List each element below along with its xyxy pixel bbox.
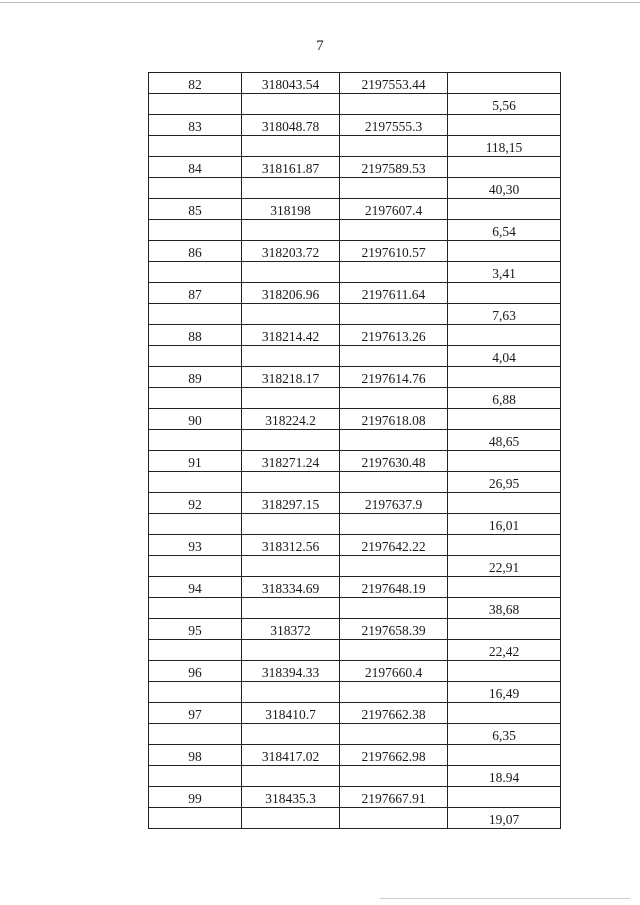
empty-cell <box>340 430 448 451</box>
x-coordinate-cell: 318224.2 <box>242 409 340 430</box>
distance-row <box>149 388 561 409</box>
x-coordinate-cell: 318203.72 <box>242 241 340 262</box>
empty-cell <box>340 304 448 325</box>
point-number-cell: 85 <box>149 199 242 220</box>
point-number-cell: 99 <box>149 787 242 808</box>
distance-row <box>149 640 561 661</box>
empty-cell <box>242 808 340 829</box>
coordinates-table-body <box>149 73 561 829</box>
distance-cell-empty <box>448 325 561 346</box>
distance-cell: 4,04 <box>448 346 561 367</box>
x-coordinate-cell: 318161.87 <box>242 157 340 178</box>
x-coordinate-cell: 318435.3 <box>242 787 340 808</box>
distance-cell-empty <box>448 73 561 94</box>
point-number-cell: 96 <box>149 661 242 682</box>
empty-cell <box>149 430 242 451</box>
x-coordinate-cell: 318372 <box>242 619 340 640</box>
empty-cell <box>149 220 242 241</box>
point-row <box>149 787 561 808</box>
empty-cell <box>242 724 340 745</box>
distance-cell: 6,35 <box>448 724 561 745</box>
y-coordinate-cell: 2197648.19 <box>340 577 448 598</box>
x-coordinate-cell: 318271.24 <box>242 451 340 472</box>
point-row <box>149 577 561 598</box>
empty-cell <box>149 682 242 703</box>
distance-row <box>149 724 561 745</box>
point-number-cell: 91 <box>149 451 242 472</box>
empty-cell <box>340 178 448 199</box>
point-row <box>149 619 561 640</box>
y-coordinate-cell: 2197611.64 <box>340 283 448 304</box>
point-row <box>149 409 561 430</box>
point-number-cell: 94 <box>149 577 242 598</box>
point-row <box>149 535 561 556</box>
empty-cell <box>149 724 242 745</box>
y-coordinate-cell: 2197658.39 <box>340 619 448 640</box>
point-number-cell: 95 <box>149 619 242 640</box>
empty-cell <box>149 388 242 409</box>
empty-cell <box>242 304 340 325</box>
empty-cell <box>242 472 340 493</box>
x-coordinate-cell: 318312.56 <box>242 535 340 556</box>
y-coordinate-cell: 2197667.91 <box>340 787 448 808</box>
distance-cell: 7,63 <box>448 304 561 325</box>
distance-cell-empty <box>448 367 561 388</box>
empty-cell <box>149 514 242 535</box>
empty-cell <box>242 346 340 367</box>
point-row <box>149 73 561 94</box>
x-coordinate-cell: 318334.69 <box>242 577 340 598</box>
x-coordinate-cell: 318297.15 <box>242 493 340 514</box>
distance-cell: 18.94 <box>448 766 561 787</box>
y-coordinate-cell: 2197610.57 <box>340 241 448 262</box>
distance-cell: 19,07 <box>448 808 561 829</box>
y-coordinate-cell: 2197555.3 <box>340 115 448 136</box>
empty-cell <box>242 220 340 241</box>
point-row <box>149 325 561 346</box>
distance-row <box>149 94 561 115</box>
point-number-cell: 89 <box>149 367 242 388</box>
top-rule <box>0 2 640 3</box>
point-row <box>149 745 561 766</box>
empty-cell <box>242 598 340 619</box>
x-coordinate-cell: 318043.54 <box>242 73 340 94</box>
x-coordinate-cell: 318198 <box>242 199 340 220</box>
y-coordinate-cell: 2197637.9 <box>340 493 448 514</box>
distance-row <box>149 304 561 325</box>
empty-cell <box>149 94 242 115</box>
distance-row <box>149 514 561 535</box>
point-row <box>149 661 561 682</box>
distance-cell-empty <box>448 115 561 136</box>
y-coordinate-cell: 2197614.76 <box>340 367 448 388</box>
distance-row <box>149 136 561 157</box>
distance-cell-empty <box>448 241 561 262</box>
coordinates-table-container <box>148 72 556 829</box>
y-coordinate-cell: 2197618.08 <box>340 409 448 430</box>
distance-cell-empty <box>448 493 561 514</box>
distance-row <box>149 430 561 451</box>
point-number-cell: 92 <box>149 493 242 514</box>
distance-row <box>149 220 561 241</box>
empty-cell <box>242 556 340 577</box>
distance-cell: 38,68 <box>448 598 561 619</box>
distance-cell-empty <box>448 619 561 640</box>
y-coordinate-cell: 2197589.53 <box>340 157 448 178</box>
distance-cell: 5,56 <box>448 94 561 115</box>
distance-row <box>149 766 561 787</box>
point-number-cell: 88 <box>149 325 242 346</box>
distance-cell-empty <box>448 661 561 682</box>
empty-cell <box>242 682 340 703</box>
empty-cell <box>340 640 448 661</box>
y-coordinate-cell: 2197660.4 <box>340 661 448 682</box>
empty-cell <box>149 472 242 493</box>
distance-cell-empty <box>448 703 561 724</box>
distance-cell-empty <box>448 199 561 220</box>
distance-cell: 16,49 <box>448 682 561 703</box>
empty-cell <box>149 136 242 157</box>
empty-cell <box>242 262 340 283</box>
point-number-cell: 90 <box>149 409 242 430</box>
distance-row <box>149 682 561 703</box>
x-coordinate-cell: 318214.42 <box>242 325 340 346</box>
distance-row <box>149 808 561 829</box>
point-row <box>149 283 561 304</box>
distance-row <box>149 556 561 577</box>
distance-cell-empty <box>448 157 561 178</box>
distance-cell: 16,01 <box>448 514 561 535</box>
distance-cell-empty <box>448 451 561 472</box>
x-coordinate-cell: 318394.33 <box>242 661 340 682</box>
empty-cell <box>340 94 448 115</box>
empty-cell <box>340 514 448 535</box>
distance-cell-empty <box>448 409 561 430</box>
y-coordinate-cell: 2197630.48 <box>340 451 448 472</box>
empty-cell <box>149 640 242 661</box>
distance-cell: 118,15 <box>448 136 561 157</box>
distance-row <box>149 262 561 283</box>
point-number-cell: 93 <box>149 535 242 556</box>
coordinates-table <box>148 72 561 829</box>
empty-cell <box>340 724 448 745</box>
x-coordinate-cell: 318048.78 <box>242 115 340 136</box>
distance-cell: 22,42 <box>448 640 561 661</box>
empty-cell <box>149 556 242 577</box>
point-row <box>149 703 561 724</box>
empty-cell <box>340 388 448 409</box>
page-number: 7 <box>316 38 324 54</box>
y-coordinate-cell: 2197607.4 <box>340 199 448 220</box>
empty-cell <box>242 640 340 661</box>
x-coordinate-cell: 318218.17 <box>242 367 340 388</box>
distance-cell: 40,30 <box>448 178 561 199</box>
empty-cell <box>149 346 242 367</box>
point-row <box>149 115 561 136</box>
point-number-cell: 97 <box>149 703 242 724</box>
empty-cell <box>340 766 448 787</box>
point-row <box>149 157 561 178</box>
distance-cell: 6,88 <box>448 388 561 409</box>
empty-cell <box>340 472 448 493</box>
distance-cell-empty <box>448 283 561 304</box>
empty-cell <box>149 304 242 325</box>
distance-cell: 26,95 <box>448 472 561 493</box>
y-coordinate-cell: 2197662.38 <box>340 703 448 724</box>
point-row <box>149 199 561 220</box>
y-coordinate-cell: 2197613.26 <box>340 325 448 346</box>
empty-cell <box>242 514 340 535</box>
x-coordinate-cell: 318410.7 <box>242 703 340 724</box>
empty-cell <box>340 136 448 157</box>
distance-cell-empty <box>448 577 561 598</box>
distance-cell: 48,65 <box>448 430 561 451</box>
empty-cell <box>242 178 340 199</box>
distance-cell: 22,91 <box>448 556 561 577</box>
x-coordinate-cell: 318206.96 <box>242 283 340 304</box>
distance-cell-empty <box>448 787 561 808</box>
empty-cell <box>340 682 448 703</box>
empty-cell <box>149 178 242 199</box>
point-row <box>149 451 561 472</box>
y-coordinate-cell: 2197642.22 <box>340 535 448 556</box>
empty-cell <box>242 94 340 115</box>
empty-cell <box>149 598 242 619</box>
point-row <box>149 493 561 514</box>
distance-row <box>149 598 561 619</box>
point-row <box>149 367 561 388</box>
y-coordinate-cell: 2197553.44 <box>340 73 448 94</box>
empty-cell <box>340 808 448 829</box>
bottom-rule <box>380 898 630 899</box>
point-number-cell: 84 <box>149 157 242 178</box>
x-coordinate-cell: 318417.02 <box>242 745 340 766</box>
point-number-cell: 98 <box>149 745 242 766</box>
empty-cell <box>340 598 448 619</box>
empty-cell <box>340 262 448 283</box>
empty-cell <box>340 346 448 367</box>
distance-cell-empty <box>448 745 561 766</box>
empty-cell <box>340 556 448 577</box>
distance-cell-empty <box>448 535 561 556</box>
empty-cell <box>242 430 340 451</box>
distance-row <box>149 346 561 367</box>
point-row <box>149 241 561 262</box>
point-number-cell: 82 <box>149 73 242 94</box>
empty-cell <box>242 766 340 787</box>
point-number-cell: 86 <box>149 241 242 262</box>
empty-cell <box>149 766 242 787</box>
empty-cell <box>340 220 448 241</box>
point-number-cell: 83 <box>149 115 242 136</box>
y-coordinate-cell: 2197662.98 <box>340 745 448 766</box>
distance-cell: 6,54 <box>448 220 561 241</box>
distance-row <box>149 178 561 199</box>
empty-cell <box>149 808 242 829</box>
distance-row <box>149 472 561 493</box>
distance-cell: 3,41 <box>448 262 561 283</box>
empty-cell <box>149 262 242 283</box>
empty-cell <box>242 388 340 409</box>
empty-cell <box>242 136 340 157</box>
point-number-cell: 87 <box>149 283 242 304</box>
